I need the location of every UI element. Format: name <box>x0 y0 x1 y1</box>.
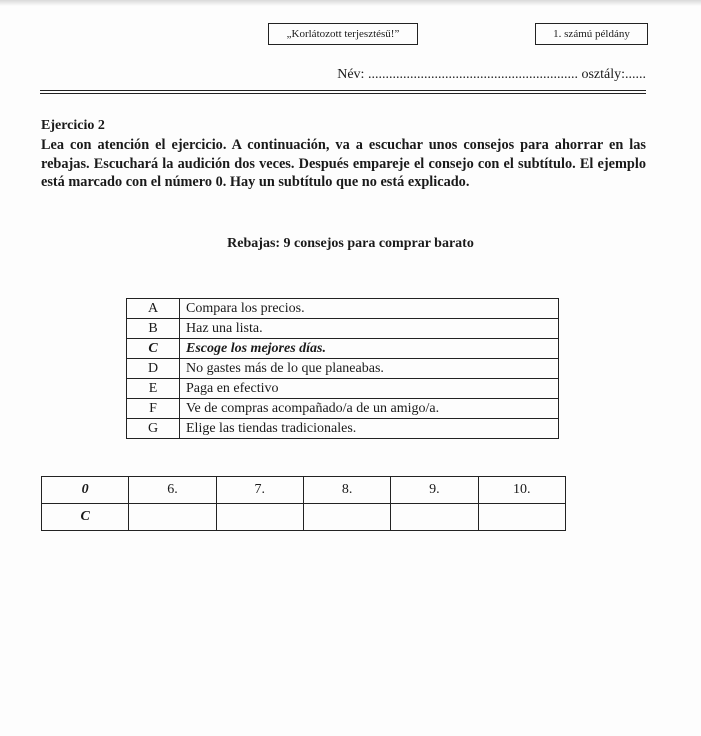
answer-cell-9[interactable] <box>391 504 478 531</box>
option-text: Haz una lista. <box>180 319 559 339</box>
option-text: No gastes más de lo que planeabas. <box>180 359 559 379</box>
option-row-example <box>127 339 559 359</box>
answer-row <box>42 504 566 531</box>
name-class-line: Név: ............................................................ osztály:...... <box>337 67 646 82</box>
answer-cell-7[interactable] <box>216 504 303 531</box>
answer-cell-10[interactable] <box>478 504 565 531</box>
answer-cell-8[interactable] <box>303 504 390 531</box>
answer-header: 9. <box>391 477 478 504</box>
answer-header-row <box>42 477 566 504</box>
option-row <box>127 399 559 419</box>
option-letter: B <box>127 319 180 339</box>
option-text: Elige las tiendas tradicionales. <box>180 419 559 439</box>
exercise-subtitle: Rebajas: 9 consejos para comprar barato <box>227 236 474 251</box>
answer-table <box>41 476 566 531</box>
exercise-instructions: Lea con atención el ejercicio. A continuación, va a escuchar unos consejos para ahorrar en las rebajas. Escuchará la audición dos veces. Después empareje el consejo con el subtítulo. El ejemplo está marcado con el número 0. Hay un subtítulo que no está explicado. <box>41 137 646 190</box>
answer-header: 6. <box>129 477 216 504</box>
answer-cell-example: C <box>42 504 129 531</box>
option-row <box>127 319 559 339</box>
header-divider-double <box>40 93 646 94</box>
answer-header: 8. <box>303 477 390 504</box>
option-text: Escoge los mejores días. <box>180 339 559 359</box>
exercise-title: Ejercicio 2 <box>41 118 105 133</box>
option-text: Paga en efectivo <box>180 379 559 399</box>
option-letter: C <box>127 339 180 359</box>
option-text: Ve de compras acompañado/a de un amigo/a. <box>180 399 559 419</box>
option-letter: D <box>127 359 180 379</box>
answer-cell-6[interactable] <box>129 504 216 531</box>
option-text: Compara los precios. <box>180 299 559 319</box>
options-table <box>126 298 559 439</box>
header-divider <box>40 90 646 91</box>
option-letter: F <box>127 399 180 419</box>
option-letter: G <box>127 419 180 439</box>
option-letter: E <box>127 379 180 399</box>
answer-header: 10. <box>478 477 565 504</box>
restricted-distribution-label: „Korlátozott terjesztésű!” <box>268 23 418 45</box>
option-letter: A <box>127 299 180 319</box>
option-row <box>127 359 559 379</box>
answer-header: 7. <box>216 477 303 504</box>
copy-number-label: 1. számú példány <box>535 23 648 45</box>
option-row <box>127 299 559 319</box>
answer-header-example: 0 <box>42 477 129 504</box>
scan-top-edge <box>0 0 701 6</box>
option-row <box>127 379 559 399</box>
option-row <box>127 419 559 439</box>
